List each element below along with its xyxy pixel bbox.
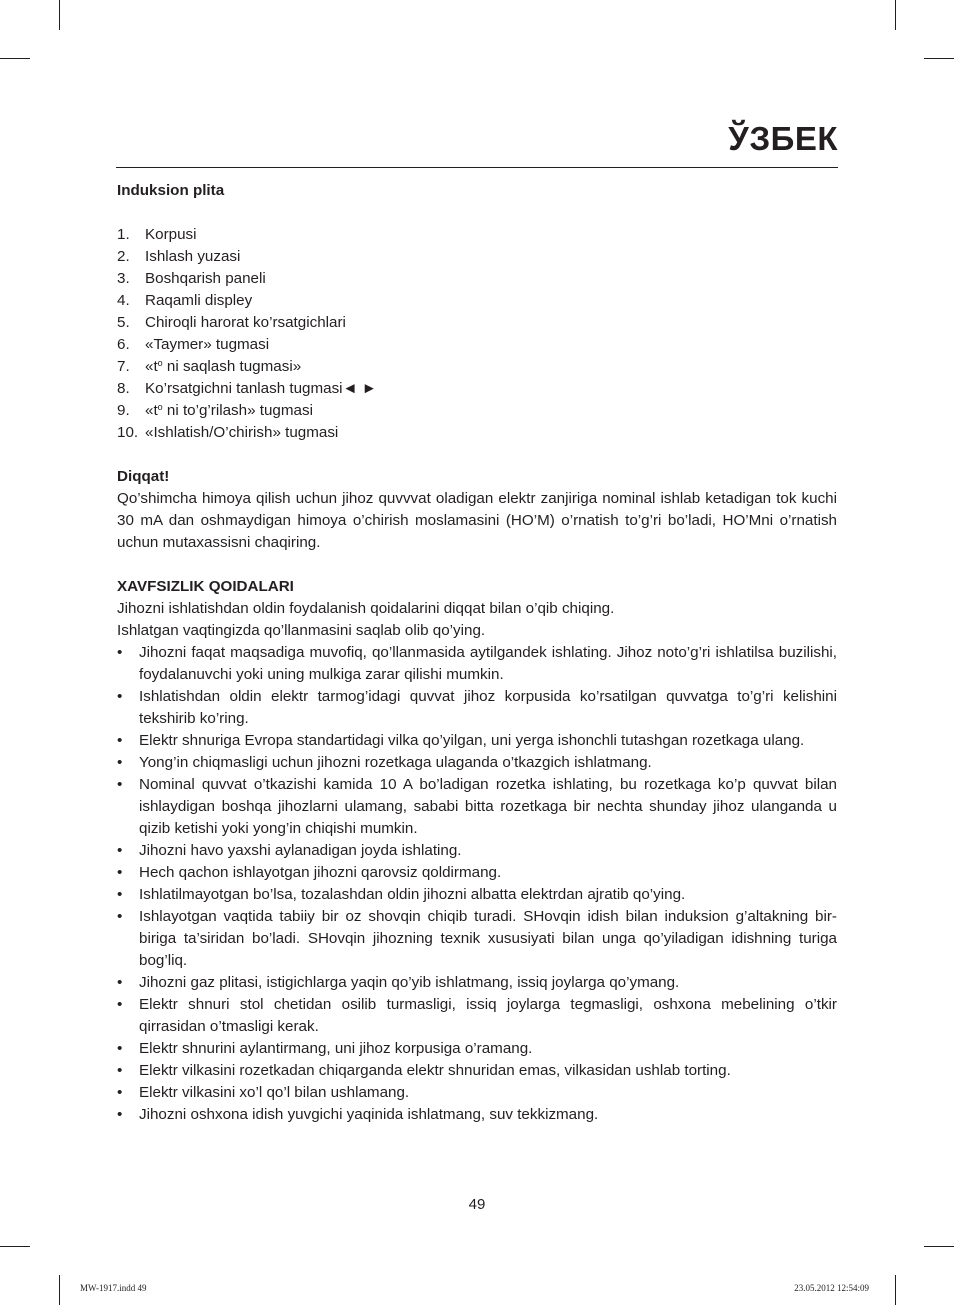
- list-item: 3. Boshqarish paneli: [117, 270, 266, 287]
- header-rule: [116, 167, 838, 168]
- list-item: • Nominal quvvat o’tkazishi kamida 10 A bo’ladigan rozetka ishlating, bu rozetkaga ko’p quvvat bilan ishlaydigan boshqa jihozlarni ulamang, sababi bitta rozetkaga bir nechta shunday jihoz ulanganda u qizib ketishi yoki yong’in chiqishi mumkin.: [117, 774, 837, 840]
- list-item: • Ishlayotgan vaqtida tabiiy bir oz shovqin chiqib turadi. SHovqin idish bilan induksion g’altakning bir-biriga ta’siridan bo’ladi. SHovqin jihozning texnik xususiyati bilan unga qo’yiladigan idishning turiga bog’liq.: [117, 906, 837, 972]
- list-item: • Elektr shnuriga Evropa standartidagi vilka qo’yilgan, uni yerga ishonchli tutashgan rozetkaga ulang.: [117, 730, 837, 752]
- list-item: • Elektr vilkasini rozetkadan chiqarganda elektr shnuridan emas, vilkasidan ushlab torting.: [117, 1060, 837, 1082]
- bullet: •: [117, 1106, 123, 1123]
- safety-intro: Ishlatgan vaqtingizda qo’llanmasini saqlab olib qo’ying.: [117, 622, 486, 639]
- list-item: • Ishlatilmayotgan bo’lsa, tozalashdan oldin jihozni albatta elektrdan ajratib qo’ying.: [117, 884, 837, 906]
- bullet: •: [117, 688, 123, 705]
- bullet: •: [117, 886, 123, 903]
- bullet: •: [117, 754, 123, 771]
- list-item: • Jihozni havo yaxshi aylanadigan joyda ishlating.: [117, 840, 837, 862]
- language-title: ЎЗБЕК: [728, 120, 838, 157]
- bullet: •: [117, 974, 123, 991]
- list-item: • Jihozni oshxona idish yuvgichi yaqinida ishlatmang, suv tekkizmang.: [117, 1104, 837, 1126]
- list-item: • Jihozni faqat maqsadiga muvofiq, qo’llanmasida aytilgandek ishlating. Jihoz noto’g’ri ishlatilsa buzilishi, foydalanuvchi yoki uning mulkiga zarar qilishi mumkin.: [117, 642, 837, 686]
- crop-mark: [924, 58, 954, 59]
- bullet: •: [117, 908, 123, 925]
- list-item: 1. Korpusi: [117, 226, 197, 243]
- list-item: • Elektr vilkasini xo’l qo’l bilan ushlamang.: [117, 1082, 837, 1104]
- footer-file: MW-1917.indd 49: [80, 1283, 147, 1293]
- list-item: 2. Ishlash yuzasi: [117, 248, 241, 265]
- list-item: • Elektr shnuri stol chetidan osilib turmasligi, issiq joylarga tegmasligi, oshxona mebelining o’tkir qirrasidan o’tmasligi kerak.: [117, 994, 837, 1038]
- list-item: • Yong’in chiqmasligi uchun jihozni rozetkaga ulaganda o’tkazgich ishlatmang.: [117, 752, 837, 774]
- list-item: 4. Raqamli displey: [117, 292, 253, 309]
- page-content: [117, 180, 837, 1126]
- crop-mark: [895, 0, 896, 30]
- bullet: •: [117, 842, 123, 859]
- list-item: 5. Chiroqli harorat ko’rsatgichlari: [117, 314, 346, 331]
- bullet: •: [117, 732, 123, 749]
- attention-title: Diqqat!: [117, 468, 170, 485]
- safety-list: [117, 642, 837, 1126]
- bullet: •: [117, 1040, 123, 1057]
- list-item: 6. «Taymer» tugmasi: [117, 336, 270, 353]
- bullet: •: [117, 1084, 123, 1101]
- list-item: • Ishlatishdan oldin elektr tarmog’idagi quvvat jihoz korpusida ko’rsatilgan quvvatga to’g’ri kelishini tekshirib ko’ring.: [117, 686, 837, 730]
- bullet: •: [117, 864, 123, 881]
- list-item: • Elektr shnurini aylantirmang, uni jihoz korpusiga o’ramang.: [117, 1038, 837, 1060]
- crop-mark: [59, 1275, 60, 1305]
- list-item: 8. Ko’rsatgichni tanlash tugmasi◄ ►: [117, 380, 377, 397]
- crop-mark: [895, 1275, 896, 1305]
- list-item: 9. «$t^o$ ni to’g’rilash» tugmasi: [117, 402, 313, 419]
- crop-mark: [0, 1246, 30, 1247]
- bullet: •: [117, 996, 123, 1013]
- page-number: 49: [468, 1196, 486, 1213]
- product-title: Induksion plita: [117, 182, 225, 199]
- bullet: •: [117, 644, 123, 661]
- parts-list: [117, 224, 837, 444]
- list-item: • Hech qachon ishlayotgan jihozni qarovsiz qoldirmang.: [117, 862, 837, 884]
- crop-mark: [59, 0, 60, 30]
- list-item: 7. «$t^o$ ni saqlash tugmasi»: [117, 358, 302, 375]
- bullet: •: [117, 776, 123, 793]
- safety-title: XAVFSIZLIK QOIDALARI: [117, 578, 294, 595]
- list-item: • Jihozni gaz plitasi, istigichlarga yaqin qo’yib ishlatmang, issiq joylarga qo’ymang.: [117, 972, 837, 994]
- footer-datetime: 23.05.2012 12:54:09: [794, 1283, 869, 1293]
- crop-mark: [924, 1246, 954, 1247]
- attention-text: Qo’shimcha himoya qilish uchun jihoz quvvvat oladigan elektr zanjiriga nominal ishlab ketadigan tok kuchi 30 mA dan oshmaydigan himoya o’chirish moslamasini (HO’M) o’rnatish to’g’ri bo’ladi, HO’Mni o’rnatish uchun mutaxassisni chaqiring.: [117, 490, 837, 551]
- safety-intro: Jihozni ishlatishdan oldin foydalanish qoidalarini diqqat bilan o’qib chiqing.: [117, 600, 615, 617]
- bullet: •: [117, 1062, 123, 1079]
- crop-mark: [0, 58, 30, 59]
- list-item: 10. «Ishlatish/O’chirish» tugmasi: [117, 424, 339, 441]
